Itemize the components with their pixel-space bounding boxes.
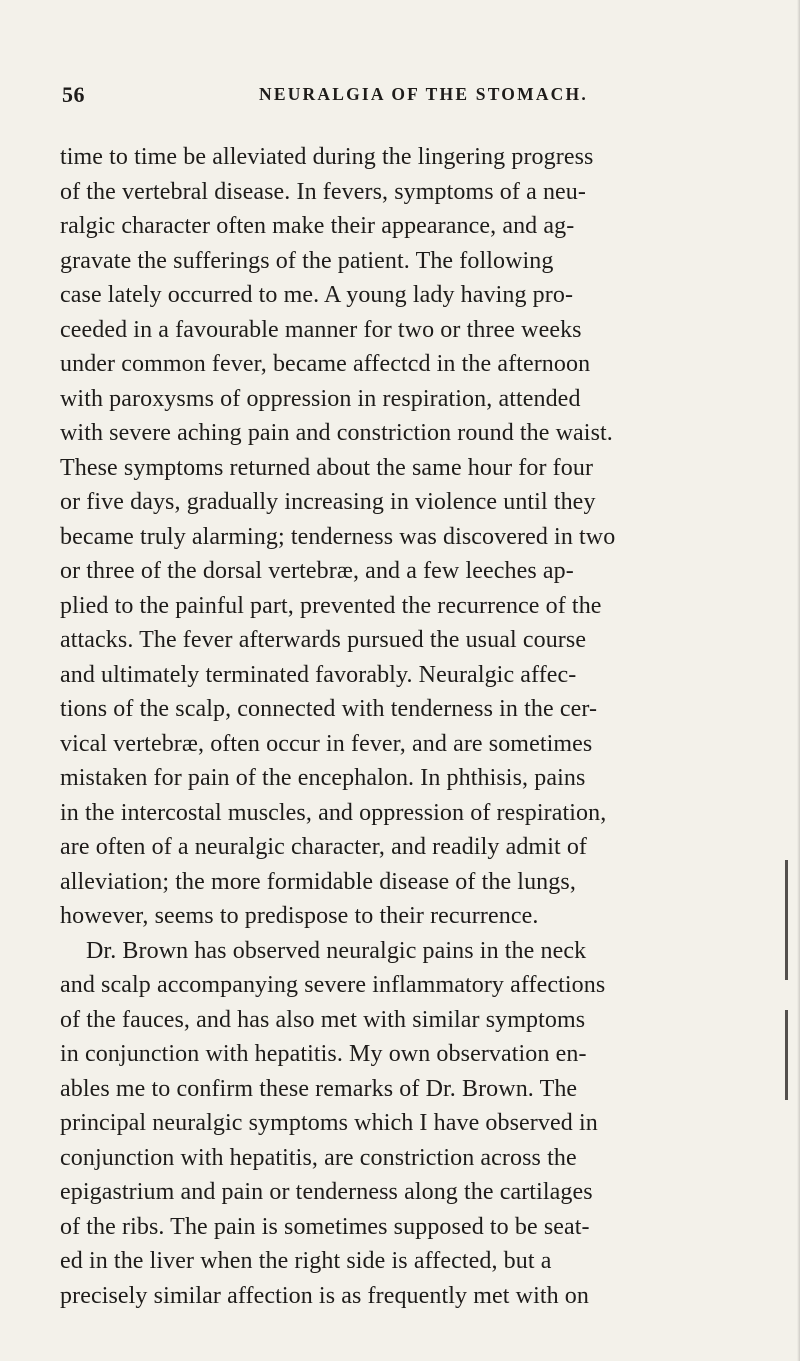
- text-line: and scalp accompanying severe inflammatory affections: [60, 972, 606, 998]
- body-text: [60, 140, 780, 1313]
- page-number: 56: [62, 82, 85, 107]
- text-line: conjunction with hepatitis, are constriction across the: [60, 1144, 577, 1171]
- text-line: alleviation; the more formidable disease of the lungs,: [60, 868, 576, 895]
- text-line: and ultimately terminated favorably. Neuralgic affec-: [60, 661, 577, 688]
- text-line: in conjunction with hepatitis. My own observation en-: [60, 1041, 587, 1067]
- text-line: tions of the scalp, connected with tenderness in the cer-: [60, 696, 598, 722]
- text-line: with paroxysms of oppression in respiration, attended: [60, 385, 581, 412]
- text-line: Dr. Brown has observed neuralgic pains in the neck: [86, 937, 587, 964]
- text-line: or five days, gradually increasing in violence until they: [60, 489, 596, 515]
- text-line: are often of a neuralgic character, and readily admit of: [60, 834, 588, 860]
- text-line: under common fever, became affectcd in the afternoon: [60, 351, 591, 377]
- page-edge-mark: [785, 860, 788, 980]
- text-line: ralgic character often make their appearance, and ag-: [60, 213, 575, 239]
- page-edge-mark: [785, 1010, 788, 1100]
- text-line: epigastrium and pain or tenderness along the cartilages: [60, 1179, 593, 1205]
- text-line: These symptoms returned about the same hour for four: [60, 454, 594, 481]
- text-line: of the vertebral disease. In fevers, symptoms of a neu-: [60, 178, 586, 205]
- text-line: ceeded in a favourable manner for two or three weeks: [60, 316, 582, 343]
- text-line: however, seems to predispose to their recurrence.: [60, 903, 539, 929]
- text-line: in the intercostal muscles, and oppression of respiration,: [60, 799, 607, 826]
- text-line: case lately occurred to me. A young lady having pro-: [60, 282, 574, 308]
- text-line: time to time be alleviated during the lingering progress: [60, 144, 594, 170]
- page-header: [62, 82, 762, 114]
- text-line: ed in the liver when the right side is affected, but a: [60, 1248, 552, 1274]
- text-line: attacks. The fever afterwards pursued the usual course: [60, 627, 587, 653]
- text-line: precisely similar affection is as frequently met with on: [60, 1282, 590, 1309]
- text-line: vical vertebræ, often occur in fever, and are sometimes: [60, 730, 593, 757]
- text-line: or three of the dorsal vertebræ, and a few leeches ap-: [60, 558, 574, 584]
- text-line: plied to the painful part, prevented the recurrence of the: [60, 592, 602, 619]
- text-line: became truly alarming; tenderness was discovered in two: [60, 523, 616, 550]
- text-line: with severe aching pain and constriction round the waist.: [60, 420, 613, 446]
- text-line: of the ribs. The pain is sometimes supposed to be seat-: [60, 1213, 590, 1240]
- text-line: ables me to confirm these remarks of Dr. Brown. The: [60, 1075, 578, 1102]
- text-line: of the fauces, and has also met with similar symptoms: [60, 1006, 586, 1033]
- text-line: gravate the sufferings of the patient. The following: [60, 247, 554, 274]
- text-line: mistaken for pain of the encephalon. In phthisis, pains: [60, 765, 586, 791]
- text-line: principal neuralgic symptoms which I have observed in: [60, 1110, 598, 1136]
- running-head: NEURALGIA OF THE STOMACH.: [259, 84, 588, 104]
